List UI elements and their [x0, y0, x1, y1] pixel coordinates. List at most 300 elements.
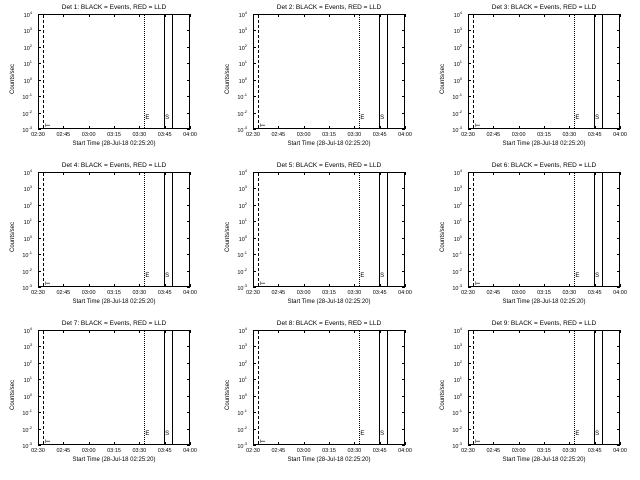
- plot-frame: [468, 330, 620, 445]
- y-tick-label: $10^0$: [23, 391, 32, 401]
- y-tick-mark: [402, 30, 405, 31]
- y-tick-label: $10^2$: [238, 42, 247, 52]
- x-tick-label: 04:00: [183, 132, 197, 138]
- x-tick-label: 02:30: [246, 290, 260, 296]
- event-marker-line: [379, 15, 380, 128]
- y-tick-mark: [402, 63, 405, 64]
- x-tick-mark: [304, 172, 305, 175]
- x-tick-label: 03:15: [322, 448, 336, 454]
- x-tick-mark: [304, 14, 305, 17]
- y-tick-mark: [617, 221, 620, 222]
- event-marker-line: [387, 173, 388, 286]
- x-tick-mark: [190, 442, 191, 445]
- plot-frame: [468, 172, 620, 287]
- x-tick-label: 03:15: [537, 290, 551, 296]
- event-marker-label-S: S: [595, 115, 600, 121]
- y-tick-mark: [468, 412, 471, 413]
- x-tick-mark: [493, 442, 494, 445]
- x-tick-mark: [620, 442, 621, 445]
- y-tick-mark: [187, 205, 190, 206]
- x-tick-mark: [405, 330, 406, 333]
- x-tick-label: 03:15: [107, 448, 121, 454]
- plot-frame: [38, 14, 190, 129]
- x-tick-label: 02:45: [56, 448, 71, 454]
- x-axis-label: Start Time (28-Jul-18 02:25:20): [287, 141, 371, 147]
- x-tick-mark: [38, 284, 39, 287]
- panel-title: Det 2: BLACK = Events, RED = LLD: [276, 4, 382, 11]
- x-tick-label: 03:45: [587, 132, 602, 138]
- y-tick-label: $10^0$: [238, 233, 247, 243]
- y-tick-mark: [402, 429, 405, 430]
- event-marker-line: [602, 15, 603, 128]
- x-tick-mark: [329, 284, 330, 287]
- y-tick-label: $10^4$: [23, 10, 32, 19]
- event-marker-label-T: T: [476, 281, 483, 285]
- event-marker-line: [594, 15, 595, 128]
- y-tick-label: $10^3$: [238, 342, 247, 352]
- x-tick-mark: [544, 126, 545, 129]
- x-tick-mark: [493, 284, 494, 287]
- y-tick-label: $10^{-3}$: [452, 283, 462, 292]
- y-tick-label: $10^1$: [453, 375, 462, 385]
- x-tick-mark: [468, 330, 469, 333]
- x-tick-mark: [519, 126, 520, 129]
- event-marker-line: [43, 331, 44, 444]
- x-tick-mark: [304, 284, 305, 287]
- x-tick-mark: [354, 442, 355, 445]
- x-tick-mark: [278, 172, 279, 175]
- panel-title: Det 4: BLACK = Events, RED = LLD: [61, 162, 167, 169]
- y-tick-mark: [468, 188, 471, 189]
- x-tick-mark: [304, 126, 305, 129]
- y-tick-mark: [38, 63, 41, 64]
- event-marker-line: [359, 173, 360, 286]
- x-tick-mark: [620, 284, 621, 287]
- x-tick-mark: [468, 172, 469, 175]
- x-tick-label: 02:30: [461, 290, 475, 296]
- x-tick-mark: [354, 126, 355, 129]
- y-tick-mark: [187, 445, 190, 446]
- x-tick-mark: [63, 442, 64, 445]
- event-marker-label-S: S: [380, 115, 385, 121]
- x-tick-mark: [190, 284, 191, 287]
- x-tick-mark: [89, 14, 90, 17]
- y-tick-label: $10^1$: [23, 59, 32, 69]
- y-axis-label: Counts/sec: [10, 63, 16, 94]
- y-tick-mark: [253, 363, 256, 364]
- y-tick-mark: [253, 238, 256, 239]
- event-marker-line: [144, 331, 145, 444]
- y-tick-mark: [617, 30, 620, 31]
- y-tick-mark: [617, 47, 620, 48]
- x-tick-label: 03:30: [562, 132, 577, 138]
- x-axis-label: Start Time (28-Jul-18 02:25:20): [287, 457, 371, 463]
- y-tick-label: $10^3$: [453, 184, 462, 194]
- x-tick-mark: [114, 284, 115, 287]
- x-tick-mark: [38, 330, 39, 333]
- x-tick-mark: [89, 284, 90, 287]
- y-tick-mark: [402, 80, 405, 81]
- y-tick-mark: [617, 396, 620, 397]
- x-tick-mark: [493, 126, 494, 129]
- x-tick-label: 03:45: [587, 448, 602, 454]
- y-tick-mark: [38, 412, 41, 413]
- y-tick-mark: [468, 30, 471, 31]
- panel-title: Det 9: BLACK = Events, RED = LLD: [491, 320, 597, 327]
- y-tick-label: $10^4$: [238, 10, 247, 19]
- x-tick-mark: [493, 330, 494, 333]
- x-tick-label: 03:15: [107, 290, 121, 296]
- y-tick-mark: [617, 129, 620, 130]
- x-tick-label: 03:15: [322, 290, 336, 296]
- y-tick-label: $10^{-3}$: [452, 125, 462, 134]
- x-tick-mark: [468, 14, 469, 17]
- y-tick-mark: [468, 80, 471, 81]
- x-tick-mark: [569, 330, 570, 333]
- x-axis-label: Start Time (28-Jul-18 02:25:20): [72, 457, 156, 463]
- y-tick-mark: [38, 254, 41, 255]
- x-tick-mark: [63, 330, 64, 333]
- event-marker-line: [574, 173, 575, 286]
- x-tick-label: 03:15: [322, 132, 336, 138]
- y-tick-label: $10^{-3}$: [22, 283, 32, 292]
- event-marker-label-E: E: [145, 431, 150, 437]
- x-tick-mark: [354, 330, 355, 333]
- y-tick-label: $10^{-1}$: [452, 408, 462, 417]
- y-tick-mark: [187, 80, 190, 81]
- x-tick-mark: [253, 14, 254, 17]
- x-tick-label: 03:30: [132, 290, 147, 296]
- y-tick-mark: [468, 396, 471, 397]
- event-marker-line: [473, 173, 474, 286]
- x-tick-mark: [114, 126, 115, 129]
- x-tick-mark: [569, 172, 570, 175]
- x-tick-mark: [329, 126, 330, 129]
- y-tick-mark: [468, 238, 471, 239]
- x-tick-mark: [114, 330, 115, 333]
- y-tick-mark: [617, 379, 620, 380]
- event-marker-label-S: S: [595, 273, 600, 279]
- y-tick-label: $10^0$: [23, 233, 32, 243]
- x-tick-label: 02:30: [31, 448, 45, 454]
- y-axis-label: Counts/sec: [225, 63, 231, 94]
- y-tick-mark: [253, 287, 256, 288]
- chart-panel-p3: [432, 2, 627, 157]
- x-tick-mark: [354, 14, 355, 17]
- x-tick-mark: [139, 442, 140, 445]
- x-tick-mark: [253, 172, 254, 175]
- y-tick-mark: [617, 113, 620, 114]
- x-tick-mark: [544, 14, 545, 17]
- y-tick-mark: [468, 129, 471, 130]
- x-tick-mark: [139, 284, 140, 287]
- plot-frame: [38, 330, 190, 445]
- event-marker-line: [387, 15, 388, 128]
- x-tick-label: 03:45: [157, 132, 172, 138]
- y-tick-label: $10^4$: [453, 10, 462, 19]
- x-tick-label: 03:45: [372, 132, 387, 138]
- x-tick-label: 02:30: [461, 132, 475, 138]
- x-tick-mark: [468, 442, 469, 445]
- y-tick-mark: [187, 63, 190, 64]
- panel-title: Det 8: BLACK = Events, RED = LLD: [276, 320, 382, 327]
- y-tick-mark: [187, 221, 190, 222]
- x-tick-label: 02:45: [56, 290, 71, 296]
- x-tick-label: 02:45: [271, 290, 286, 296]
- chart-panel-p8: [217, 318, 412, 473]
- x-tick-mark: [329, 14, 330, 17]
- y-tick-mark: [187, 412, 190, 413]
- x-tick-mark: [405, 172, 406, 175]
- y-tick-label: $10^4$: [238, 168, 247, 177]
- y-tick-label: $10^0$: [238, 75, 247, 85]
- event-marker-label-T: T: [46, 439, 53, 443]
- y-tick-mark: [617, 287, 620, 288]
- y-tick-label: $10^2$: [238, 200, 247, 210]
- x-axis-label: Start Time (28-Jul-18 02:25:20): [287, 299, 371, 305]
- y-tick-mark: [617, 271, 620, 272]
- y-tick-mark: [617, 96, 620, 97]
- event-marker-line: [594, 173, 595, 286]
- y-tick-mark: [468, 271, 471, 272]
- x-tick-mark: [405, 126, 406, 129]
- x-tick-mark: [519, 442, 520, 445]
- event-marker-line: [43, 173, 44, 286]
- y-tick-label: $10^{-1}$: [237, 250, 247, 259]
- panel-title: Det 6: BLACK = Events, RED = LLD: [491, 162, 597, 169]
- x-tick-mark: [278, 14, 279, 17]
- y-tick-label: $10^{-3}$: [237, 283, 247, 292]
- event-marker-line: [594, 331, 595, 444]
- y-tick-mark: [402, 221, 405, 222]
- x-tick-label: 02:30: [31, 132, 45, 138]
- x-tick-mark: [544, 442, 545, 445]
- x-axis-label: Start Time (28-Jul-18 02:25:20): [502, 299, 586, 305]
- x-tick-label: 04:00: [613, 290, 627, 296]
- event-marker-line: [602, 173, 603, 286]
- x-tick-mark: [89, 126, 90, 129]
- x-tick-mark: [38, 172, 39, 175]
- x-tick-mark: [253, 284, 254, 287]
- event-marker-label-T: T: [476, 439, 483, 443]
- y-tick-mark: [38, 30, 41, 31]
- y-tick-label: $10^{-3}$: [452, 441, 462, 450]
- y-tick-label: $10^2$: [23, 358, 32, 368]
- x-tick-label: 03:30: [562, 448, 577, 454]
- y-tick-mark: [187, 287, 190, 288]
- y-tick-label: $10^3$: [23, 26, 32, 36]
- y-tick-label: $10^3$: [23, 342, 32, 352]
- event-marker-label-S: S: [165, 273, 170, 279]
- x-tick-mark: [569, 442, 570, 445]
- x-tick-mark: [38, 126, 39, 129]
- y-tick-label: $10^3$: [23, 184, 32, 194]
- y-tick-label: $10^1$: [238, 59, 247, 69]
- y-tick-mark: [402, 445, 405, 446]
- chart-panel-p6: [432, 160, 627, 315]
- event-marker-line: [144, 15, 145, 128]
- x-tick-mark: [329, 330, 330, 333]
- y-tick-label: $10^2$: [23, 42, 32, 52]
- x-tick-mark: [253, 442, 254, 445]
- y-tick-mark: [468, 47, 471, 48]
- x-tick-label: 03:00: [296, 448, 311, 454]
- plot-frame: [38, 172, 190, 287]
- x-tick-label: 03:30: [347, 290, 362, 296]
- x-tick-label: 03:00: [511, 448, 526, 454]
- x-tick-mark: [63, 172, 64, 175]
- event-marker-label-T: T: [46, 281, 53, 285]
- event-marker-label-S: S: [380, 273, 385, 279]
- y-tick-label: $10^2$: [453, 42, 462, 52]
- y-tick-mark: [468, 445, 471, 446]
- y-axis-label: Counts/sec: [225, 379, 231, 410]
- y-tick-label: $10^4$: [238, 326, 247, 335]
- y-tick-mark: [187, 129, 190, 130]
- y-tick-mark: [617, 445, 620, 446]
- y-axis-label: Counts/sec: [440, 379, 446, 410]
- y-tick-mark: [402, 379, 405, 380]
- y-tick-mark: [38, 271, 41, 272]
- event-marker-label-E: E: [145, 273, 150, 279]
- y-tick-mark: [253, 47, 256, 48]
- y-axis-label: Counts/sec: [10, 221, 16, 252]
- x-tick-mark: [493, 172, 494, 175]
- x-tick-mark: [253, 330, 254, 333]
- y-tick-mark: [468, 221, 471, 222]
- x-tick-label: 03:00: [511, 132, 526, 138]
- x-tick-label: 03:30: [132, 448, 147, 454]
- y-tick-label: $10^{-1}$: [237, 92, 247, 101]
- y-tick-mark: [187, 379, 190, 380]
- x-tick-mark: [405, 284, 406, 287]
- y-tick-mark: [402, 287, 405, 288]
- y-tick-label: $10^3$: [453, 26, 462, 36]
- event-marker-line: [258, 173, 259, 286]
- y-tick-mark: [38, 287, 41, 288]
- x-tick-label: 03:45: [372, 448, 387, 454]
- y-tick-label: $10^{-1}$: [452, 92, 462, 101]
- event-marker-line: [379, 331, 380, 444]
- x-tick-label: 03:30: [562, 290, 577, 296]
- y-tick-mark: [617, 188, 620, 189]
- x-tick-mark: [278, 126, 279, 129]
- y-tick-mark: [38, 221, 41, 222]
- y-tick-label: $10^4$: [23, 326, 32, 335]
- event-marker-label-E: E: [575, 273, 580, 279]
- y-tick-mark: [468, 346, 471, 347]
- x-tick-label: 02:45: [486, 448, 501, 454]
- x-tick-mark: [354, 172, 355, 175]
- y-tick-label: $10^0$: [453, 391, 462, 401]
- x-tick-mark: [569, 284, 570, 287]
- y-tick-mark: [187, 396, 190, 397]
- y-tick-mark: [253, 429, 256, 430]
- y-tick-mark: [253, 205, 256, 206]
- x-tick-label: 03:00: [296, 290, 311, 296]
- y-tick-label: $10^0$: [453, 75, 462, 85]
- y-tick-mark: [402, 113, 405, 114]
- y-tick-mark: [402, 205, 405, 206]
- y-tick-mark: [38, 47, 41, 48]
- x-tick-mark: [329, 442, 330, 445]
- y-tick-mark: [253, 412, 256, 413]
- event-marker-label-S: S: [165, 431, 170, 437]
- x-tick-mark: [190, 14, 191, 17]
- x-tick-mark: [354, 284, 355, 287]
- x-tick-label: 04:00: [613, 448, 627, 454]
- y-tick-mark: [402, 47, 405, 48]
- y-tick-label: $10^{-2}$: [22, 266, 32, 276]
- y-axis-label: Counts/sec: [440, 221, 446, 252]
- x-tick-mark: [519, 14, 520, 17]
- x-tick-mark: [89, 442, 90, 445]
- x-tick-mark: [519, 330, 520, 333]
- y-tick-label: $10^{-2}$: [237, 266, 247, 276]
- y-tick-label: $10^{-2}$: [452, 424, 462, 434]
- y-tick-label: $10^1$: [453, 59, 462, 69]
- x-tick-label: 03:45: [372, 290, 387, 296]
- y-tick-mark: [617, 429, 620, 430]
- chart-panel-p5: [217, 160, 412, 315]
- y-tick-mark: [617, 63, 620, 64]
- x-tick-label: 04:00: [398, 132, 412, 138]
- plot-frame: [253, 330, 405, 445]
- x-tick-mark: [190, 172, 191, 175]
- x-tick-label: 03:00: [81, 448, 96, 454]
- x-tick-label: 03:30: [347, 448, 362, 454]
- y-tick-label: $10^1$: [23, 375, 32, 385]
- x-tick-label: 02:45: [56, 132, 71, 138]
- x-axis-label: Start Time (28-Jul-18 02:25:20): [502, 141, 586, 147]
- x-tick-label: 02:45: [486, 290, 501, 296]
- x-tick-mark: [139, 172, 140, 175]
- y-tick-mark: [402, 254, 405, 255]
- y-tick-mark: [468, 63, 471, 64]
- y-tick-label: $10^{-1}$: [22, 408, 32, 417]
- y-axis-label: Counts/sec: [440, 63, 446, 94]
- x-tick-label: 03:30: [347, 132, 362, 138]
- y-tick-mark: [187, 47, 190, 48]
- x-tick-label: 02:45: [271, 132, 286, 138]
- chart-panel-p7: [2, 318, 197, 473]
- y-tick-mark: [38, 429, 41, 430]
- y-tick-mark: [187, 113, 190, 114]
- event-marker-label-E: E: [360, 431, 365, 437]
- x-tick-mark: [620, 330, 621, 333]
- chart-panel-p4: [2, 160, 197, 315]
- panel-title: Det 7: BLACK = Events, RED = LLD: [61, 320, 167, 327]
- y-tick-mark: [187, 188, 190, 189]
- y-tick-label: $10^4$: [453, 326, 462, 335]
- x-tick-mark: [38, 14, 39, 17]
- y-tick-mark: [617, 412, 620, 413]
- x-tick-mark: [139, 330, 140, 333]
- event-marker-line: [164, 331, 165, 444]
- event-marker-label-T: T: [261, 123, 268, 127]
- panel-title: Det 3: BLACK = Events, RED = LLD: [491, 4, 597, 11]
- x-tick-mark: [63, 126, 64, 129]
- y-tick-label: $10^{-3}$: [22, 441, 32, 450]
- event-marker-line: [473, 331, 474, 444]
- y-tick-mark: [253, 271, 256, 272]
- chart-panel-p2: [217, 2, 412, 157]
- y-tick-label: $10^{-1}$: [237, 408, 247, 417]
- x-tick-label: 03:00: [511, 290, 526, 296]
- y-tick-mark: [253, 445, 256, 446]
- x-tick-label: 02:30: [461, 448, 475, 454]
- x-tick-mark: [569, 126, 570, 129]
